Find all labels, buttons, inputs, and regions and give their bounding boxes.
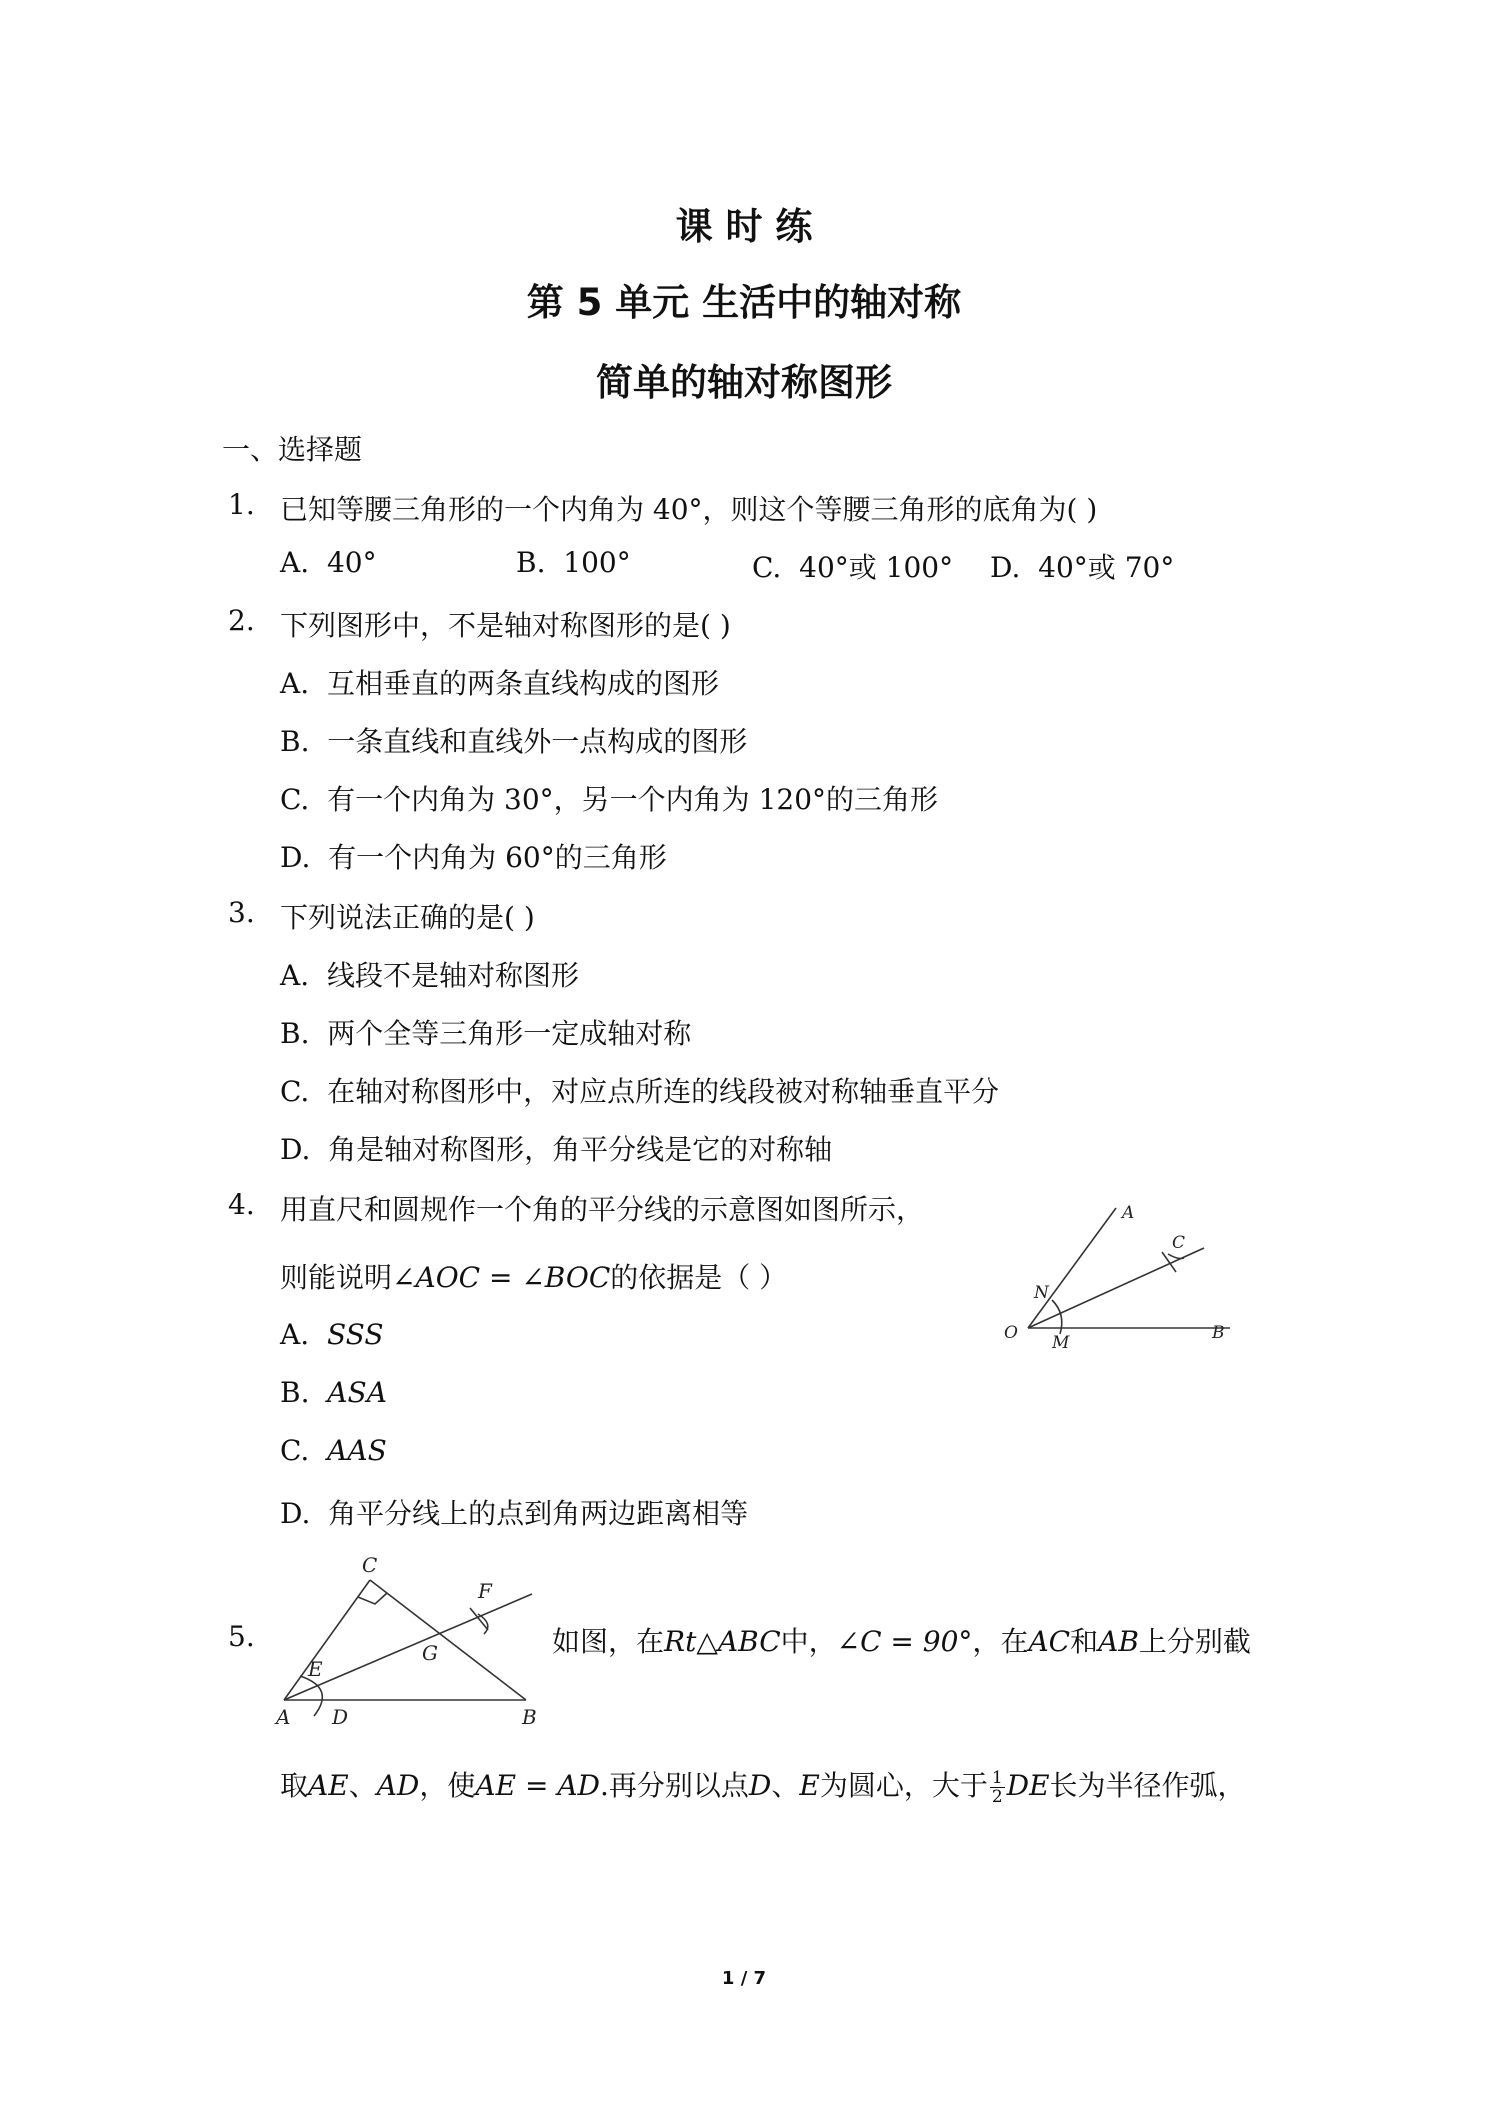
option-text: 40°或 100° [799,551,954,584]
q5-math: ∠C = 90° [836,1625,973,1658]
q5-text: 长为半径作弧， [1049,1769,1246,1802]
option-label: B. [280,1017,310,1050]
label-a: A [276,1705,291,1728]
option-label: B. [280,725,310,758]
q2-option-b [280,720,747,760]
label-n: N [1034,1283,1049,1303]
page-number: 1 / 7 [721,1968,767,1989]
q5-number: 5. [228,1620,255,1653]
option-text: 线段不是轴对称图形 [326,959,579,992]
option-text: 有一个内角为 30°，另一个内角为 120°的三角形 [327,783,939,816]
label-e: E [308,1657,323,1681]
q4-stem-line1: 用直尺和圆规作一个角的平分线的示意图如图所示， [280,1193,925,1226]
fraction-one-half [990,1769,1005,1806]
option-label: A. [280,959,310,992]
option-text: 40° [326,546,377,579]
q4-option-b [280,1376,387,1409]
option-label: C. [280,783,310,816]
option-label: D. [280,1133,311,1166]
option-label: A. [280,667,310,700]
q5-math: AD [376,1769,420,1802]
label-a: A [1122,1203,1135,1223]
ray-oc [1028,1248,1204,1328]
ray-oa [1028,1208,1116,1328]
option-label: A. [280,546,310,579]
arc-ed [300,1676,322,1716]
q5-math: E [799,1769,820,1802]
q4-stem-line2 [280,1256,787,1296]
option-text: 互相垂直的两条直线构成的图形 [326,667,719,700]
option-label: B. [516,546,546,579]
q3-option-a [280,954,579,994]
q4-number: 4. [228,1188,255,1221]
option-text: 角是轴对称图形，角平分线是它的对称轴 [328,1133,833,1166]
label-f: F [478,1579,492,1603]
label-m: M [1052,1333,1070,1353]
side-cb [370,1580,526,1700]
option-label: B. [280,1376,310,1409]
fraction-denominator: 2 [991,1787,1003,1807]
q2-option-a [280,662,719,702]
q1-number: 1. [228,488,255,521]
label-b: B [1212,1323,1225,1343]
q1-option-d [990,546,1174,586]
right-angle-mark [358,1593,387,1604]
option-text: SSS [326,1318,384,1351]
q4-option-a [280,1318,384,1351]
q2-option-c [280,778,938,818]
q2-stem: 下列图形中，不是轴对称图形的是( ) [280,609,731,642]
q3-number: 3. [228,896,255,929]
q5-text: 、 [348,1769,377,1802]
section-heading: 一、选择题 [222,433,363,466]
q5-text: ，使 [419,1769,476,1802]
option-label: D. [280,841,311,874]
q5-math: D [748,1769,772,1802]
q5-triangle-figure [270,1548,550,1728]
q2-number: 2. [228,604,255,637]
label-d: D [332,1705,349,1728]
q4-stem-math: ∠AOC = ∠BOC [392,1261,611,1294]
q5-stem-line2 [280,1764,1246,1806]
option-text: 有一个内角为 60°的三角形 [328,841,667,874]
q5-text: 和 [1070,1625,1099,1658]
label-o: O [1004,1323,1018,1343]
q1-option-b [516,546,631,579]
option-text: AAS [327,1434,387,1467]
q5-math: Rt△ABC [664,1625,781,1658]
q5-math: AB [1098,1625,1139,1658]
q5-text: 上分别截 [1138,1625,1251,1658]
option-text: 两个全等三角形一定成轴对称 [327,1017,692,1050]
q1-option-a [280,546,377,579]
option-label: D. [990,551,1021,584]
q3-option-c [280,1070,999,1110]
q4-option-c [280,1434,387,1467]
q1-stem: 已知等腰三角形的一个内角为 40°，则这个等腰三角形的底角为( ) [280,493,1098,526]
q5-text: 中， [780,1625,837,1658]
q2-option-d [280,836,667,876]
label-g: G [422,1641,438,1665]
q3-option-d [280,1128,832,1168]
q5-stem-line1 [552,1620,1251,1660]
q5-text: ，在 [972,1625,1029,1658]
option-text: 角平分线上的点到角两边距离相等 [328,1497,749,1530]
option-label: D. [280,1497,311,1530]
q4-angle-bisector-figure [990,1190,1250,1370]
q5-math: AE = AD [475,1769,600,1802]
q5-text: 取 [280,1769,309,1802]
option-text: 一条直线和直线外一点构成的图形 [327,725,748,758]
option-label: A. [280,1318,310,1351]
q1-option-c [752,546,953,586]
arc-c2 [1168,1254,1184,1259]
option-label: C. [280,1075,310,1108]
q5-math: AE [308,1769,349,1802]
title-lesson: 简单的轴对称图形 [596,361,892,404]
fraction-numerator: 1 [991,1768,1003,1788]
label-c: C [362,1553,378,1577]
q5-math: AC [1028,1625,1071,1658]
q3-stem: 下列说法正确的是( ) [280,901,535,934]
title-unit: 第 5 单元 生活中的轴对称 [526,281,962,324]
q3-option-b [280,1012,691,1052]
q5-text: 为圆心，大于 [819,1769,988,1802]
q5-text: 、 [771,1769,800,1802]
q4-option-d [280,1492,748,1532]
option-label: C. [752,551,782,584]
option-text: 在轴对称图形中，对应点所连的线段被对称轴垂直平分 [327,1075,1000,1108]
q4-stem-text: 则能说明 [280,1261,393,1294]
label-b: B [522,1705,537,1728]
option-text: 40°或 70° [1038,551,1175,584]
q5-text: 如图，在 [552,1625,665,1658]
option-text: ASA [327,1376,387,1409]
label-c: C [1172,1233,1186,1253]
option-text: 100° [563,546,631,579]
option-label: C. [280,1434,310,1467]
title-course: 课 时 练 [675,205,813,248]
q5-math: DE [1006,1769,1050,1802]
q5-text: .再分别以点 [599,1769,749,1802]
q4-stem-text: 的依据是（ ） [610,1261,788,1294]
